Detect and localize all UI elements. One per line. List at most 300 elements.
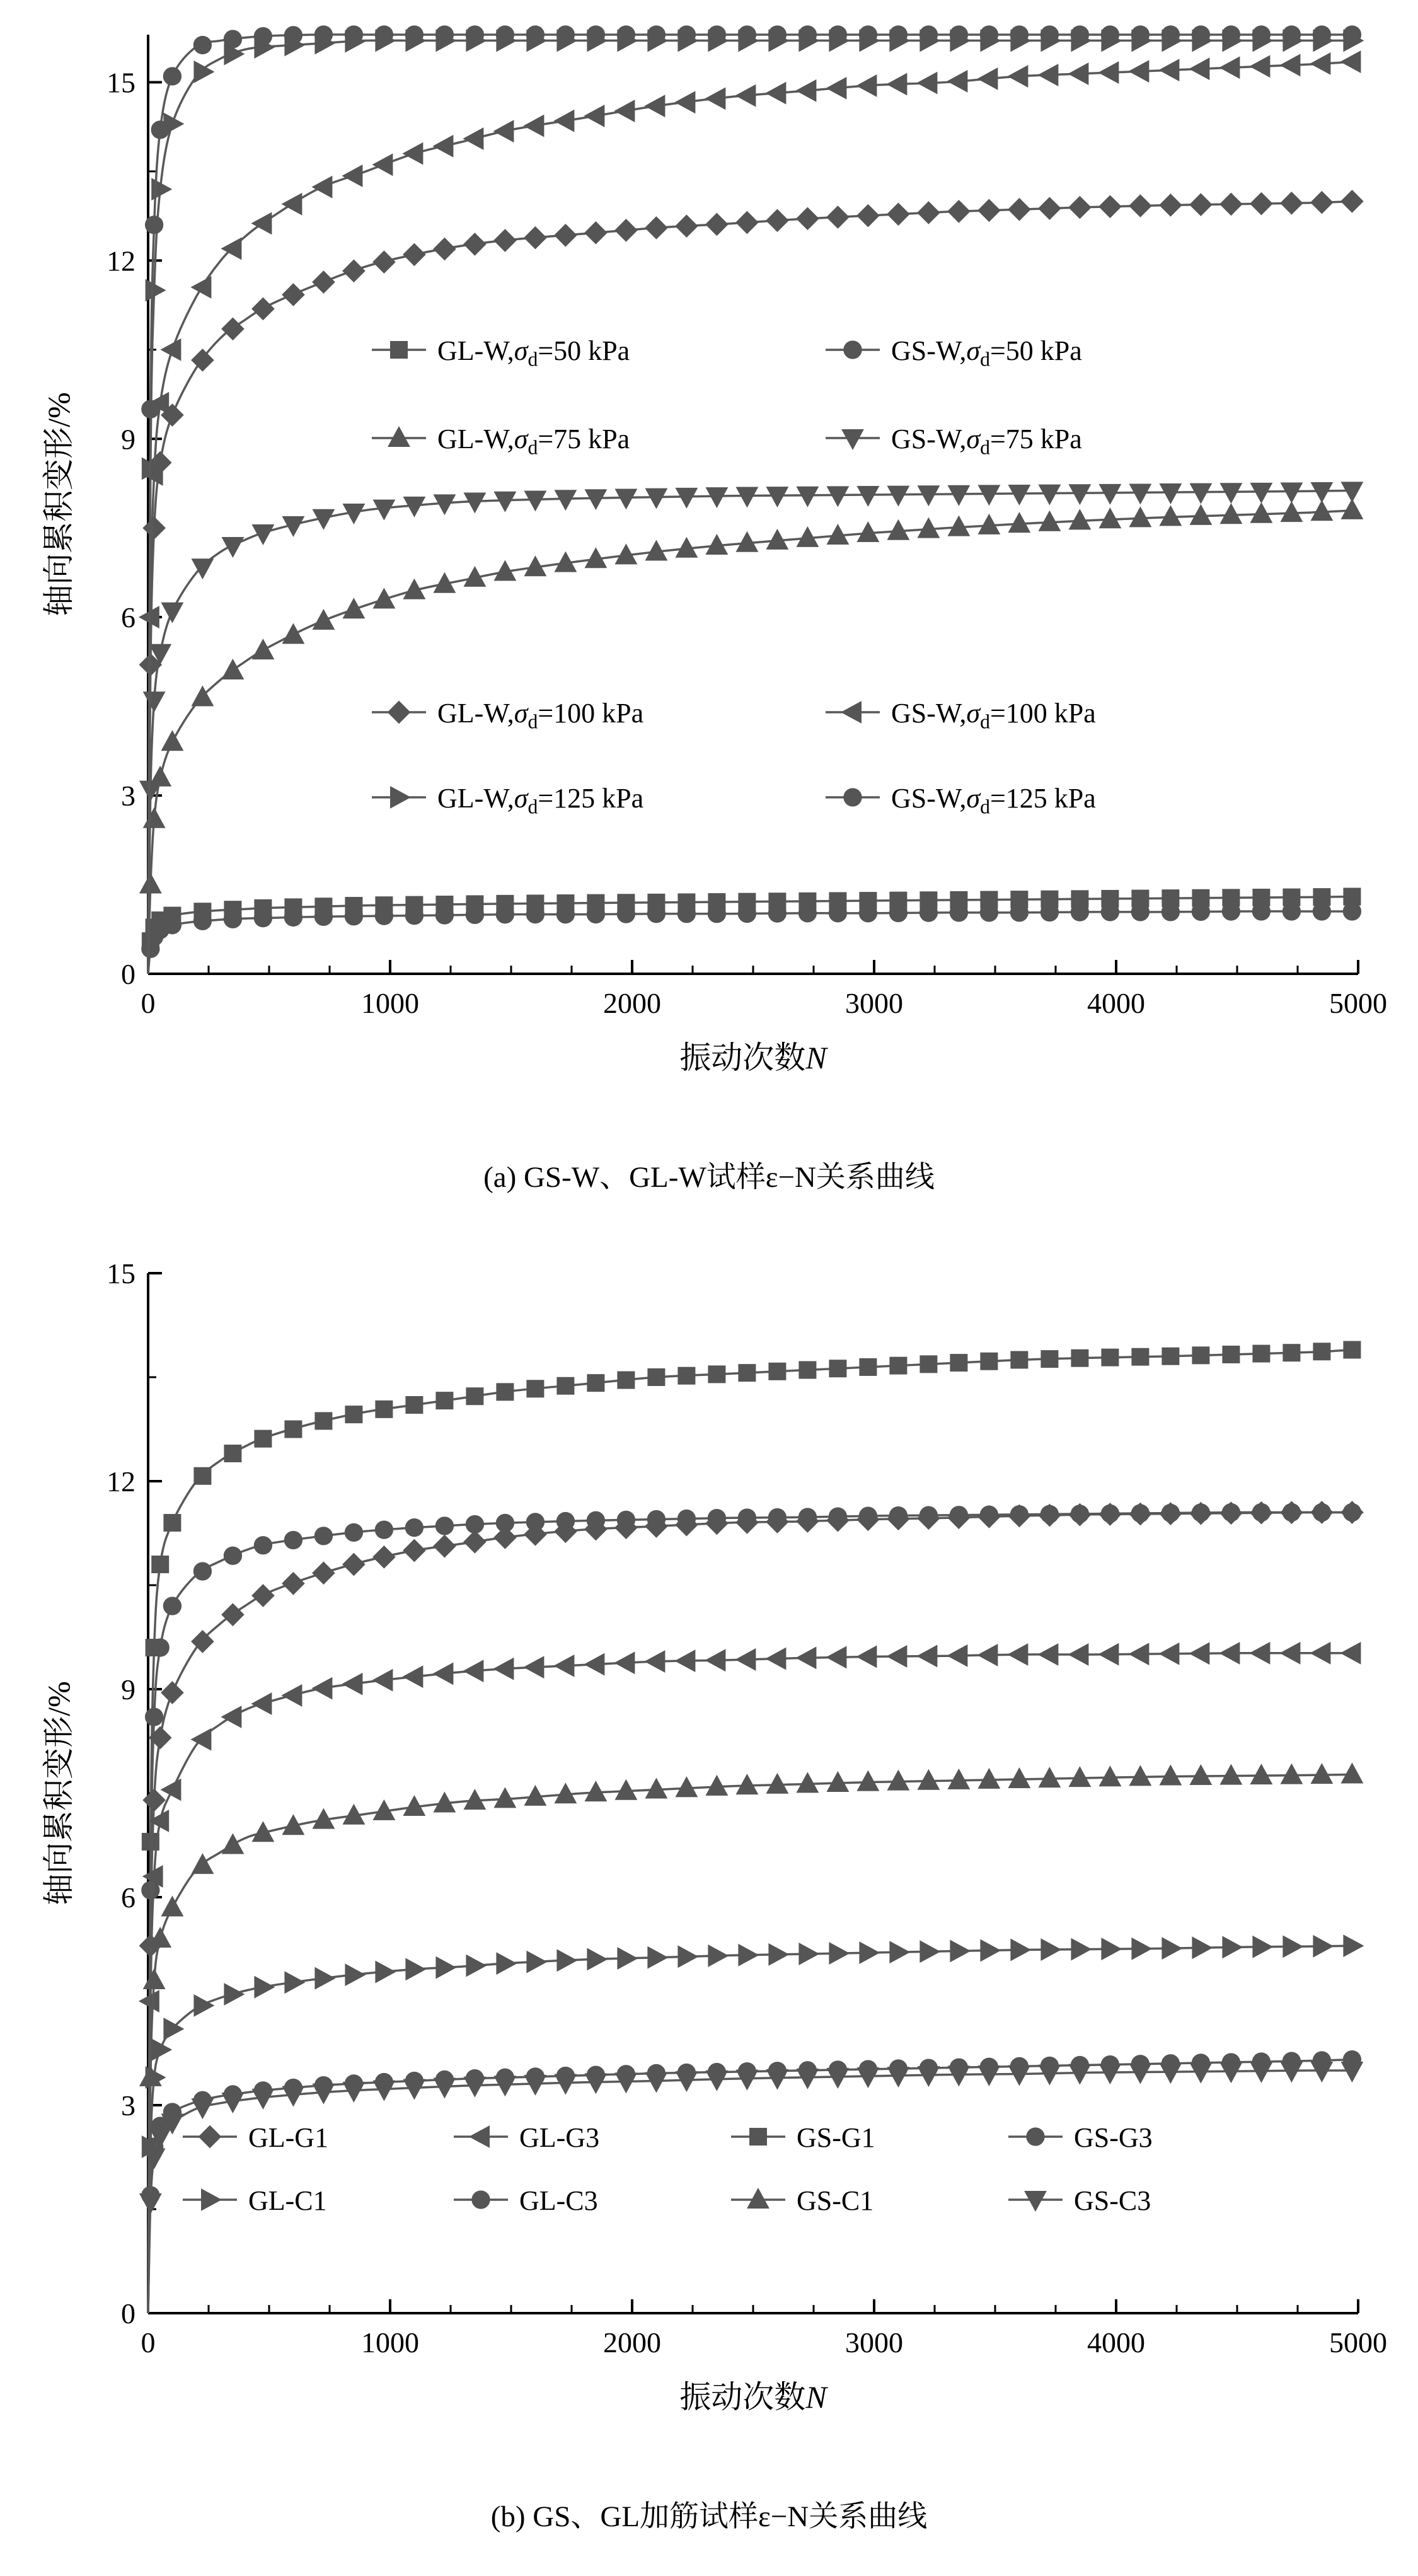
data-marker (827, 207, 849, 228)
data-marker (164, 1515, 180, 1531)
data-marker (285, 26, 302, 43)
data-marker (918, 1646, 937, 1666)
data-marker (345, 1406, 362, 1423)
plot-b (0, 1235, 1418, 2471)
data-marker (1251, 56, 1270, 77)
data-marker (1281, 1765, 1301, 1784)
data-marker (1102, 1349, 1118, 1366)
data-marker (144, 517, 165, 539)
data-marker (948, 1646, 967, 1666)
data-marker (1221, 483, 1242, 502)
data-marker (979, 1645, 998, 1666)
data-marker (1100, 2064, 1121, 2083)
data-marker (404, 244, 425, 265)
data-marker (406, 26, 423, 43)
data-marker (587, 906, 604, 923)
data-marker (1011, 904, 1028, 921)
data-marker (1009, 1644, 1028, 1665)
data-marker (1223, 903, 1240, 920)
data-marker (1344, 1936, 1363, 1956)
data-marker (1190, 1643, 1209, 1664)
data-marker (1190, 1503, 1212, 1524)
data-marker (527, 26, 544, 43)
data-marker (767, 2070, 788, 2089)
data-marker (374, 154, 393, 175)
y-tick-label: 9 (121, 423, 135, 456)
data-marker (585, 490, 606, 509)
data-marker (1009, 485, 1030, 504)
data-marker (497, 1953, 516, 1974)
data-marker (708, 905, 725, 922)
data-marker (527, 906, 544, 923)
data-marker (769, 1944, 788, 1965)
data-marker (1160, 60, 1179, 81)
data-marker (1311, 54, 1330, 74)
data-marker (376, 1521, 393, 1538)
data-marker (678, 1946, 697, 1967)
data-marker (1160, 2064, 1181, 2082)
data-marker (646, 489, 667, 508)
data-marker (315, 26, 332, 43)
data-marker (1344, 1342, 1360, 1358)
data-marker (1221, 1765, 1242, 1784)
x-axis-title: 振动次数N (679, 2379, 827, 2415)
series (142, 30, 1363, 974)
data-marker (525, 227, 546, 248)
data-marker (285, 1421, 301, 1438)
data-marker (767, 1648, 786, 1669)
data-marker (1069, 1504, 1091, 1525)
data-marker (1130, 2064, 1151, 2083)
data-marker (678, 905, 695, 922)
data-marker (1041, 1351, 1058, 1367)
data-marker (829, 904, 846, 921)
x-tick-label: 5000 (1329, 2326, 1387, 2359)
series-group (140, 1342, 1363, 2313)
data-marker (890, 904, 907, 921)
data-marker (1009, 1505, 1030, 1527)
data-marker (979, 69, 998, 90)
data-marker (525, 115, 544, 136)
data-marker (1071, 1939, 1090, 1960)
data-marker (648, 1947, 667, 1968)
data-marker (948, 2066, 969, 2085)
data-marker (739, 905, 756, 922)
x-tick-label: 1000 (361, 987, 419, 1019)
data-marker (436, 1517, 453, 1534)
legend-label: $GS-W,\sigma_d=100$ kPa (891, 698, 1096, 733)
data-marker (1192, 1938, 1211, 1958)
data-marker (222, 538, 243, 557)
data-marker (434, 1535, 456, 1557)
data-marker (1130, 1503, 1151, 1525)
data-marker (858, 1646, 877, 1667)
data-marker (1342, 2062, 1363, 2081)
data-marker (1281, 55, 1300, 76)
data-marker (472, 2191, 489, 2208)
x-tick-label: 0 (141, 987, 156, 1019)
data-marker (860, 1943, 879, 1963)
data-marker (224, 1547, 241, 1564)
legend-label: $GL-W,\sigma_d=75$ kPa (437, 424, 630, 459)
data-marker (374, 251, 395, 273)
data-marker (678, 26, 695, 43)
data-marker (888, 74, 907, 95)
data-marker (1069, 1644, 1088, 1665)
data-marker (404, 1666, 423, 1687)
data-marker (388, 702, 410, 723)
data-marker (162, 731, 183, 750)
data-marker (1342, 482, 1363, 501)
data-marker (646, 96, 665, 117)
data-marker (797, 487, 818, 506)
data-marker (466, 906, 483, 923)
legend-label: GL-C1 (248, 2185, 327, 2216)
data-marker (495, 230, 516, 251)
data-marker (406, 1397, 422, 1413)
data-marker (162, 1682, 183, 1704)
legend-label: GL-G3 (519, 2122, 600, 2153)
data-marker (1221, 2063, 1242, 2082)
data-marker (222, 318, 244, 340)
data-marker (797, 208, 819, 229)
data-marker (1102, 903, 1119, 920)
data-marker (141, 2194, 161, 2213)
data-marker (767, 210, 788, 231)
data-marker (1100, 1504, 1121, 1525)
data-marker (1071, 1350, 1088, 1366)
data-marker (920, 904, 937, 921)
x-tick-label: 3000 (845, 2326, 903, 2359)
data-marker (253, 1585, 274, 1607)
data-marker (1313, 903, 1330, 920)
data-marker (1102, 1939, 1121, 1960)
data-marker (255, 910, 272, 927)
data-marker (1011, 1939, 1030, 1960)
data-marker (146, 216, 163, 233)
data-marker (345, 1965, 364, 1985)
data-marker (1069, 197, 1091, 218)
legend-label: GS-C1 (797, 2185, 874, 2216)
legend-label: GS-G1 (797, 2122, 875, 2153)
legend-label: GS-G3 (1074, 2122, 1153, 2153)
data-marker (616, 220, 637, 241)
data-marker (525, 1657, 544, 1678)
data-marker (464, 234, 486, 255)
data-marker (466, 1955, 485, 1976)
data-marker (1160, 1644, 1179, 1665)
data-marker (376, 1401, 392, 1418)
data-marker (1130, 61, 1149, 82)
series-line (148, 1349, 1358, 2313)
series-line (148, 2071, 1358, 2313)
data-marker (829, 26, 846, 43)
data-marker (164, 1597, 181, 1614)
data-marker (616, 489, 637, 508)
data-marker (224, 30, 241, 47)
data-marker (1132, 26, 1149, 43)
data-marker (497, 906, 514, 923)
data-marker (860, 1359, 876, 1375)
data-marker (555, 1656, 574, 1677)
data-marker (313, 610, 334, 629)
data-marker (1281, 2062, 1301, 2081)
data-marker (497, 26, 514, 43)
data-marker (1192, 1347, 1209, 1363)
data-marker (555, 490, 576, 509)
data-marker (829, 1943, 848, 1964)
data-marker (918, 202, 940, 224)
data-marker (142, 400, 159, 417)
y-axis-title: 轴向累积变形/% (41, 392, 76, 616)
data-marker (194, 37, 211, 54)
data-marker (1342, 191, 1363, 212)
data-marker (1190, 1765, 1211, 1784)
data-marker (1281, 1502, 1303, 1523)
data-marker (222, 1835, 243, 1854)
data-marker (466, 26, 483, 43)
data-marker (648, 905, 665, 922)
data-marker (1190, 194, 1212, 216)
data-marker (1221, 1643, 1240, 1664)
data-marker (224, 1984, 243, 2005)
data-marker (1069, 64, 1088, 84)
data-marker (527, 1951, 546, 1972)
data-marker (587, 26, 604, 43)
data-marker (799, 904, 816, 921)
data-marker (1253, 903, 1270, 920)
y-axis-title: 轴向累积变形/% (41, 1681, 76, 1905)
data-marker (1253, 26, 1270, 43)
series-group (140, 26, 1363, 974)
data-marker (391, 787, 410, 808)
data-marker (1251, 1502, 1272, 1523)
data-marker (374, 1670, 393, 1690)
data-marker (374, 589, 395, 608)
data-marker (1311, 1643, 1330, 1664)
data-marker (345, 908, 362, 925)
data-marker (436, 1957, 455, 1978)
data-marker (470, 2127, 489, 2147)
data-marker (1071, 26, 1088, 43)
data-marker (224, 911, 241, 928)
data-marker (1221, 193, 1242, 215)
data-marker (618, 1372, 634, 1389)
data-marker (1223, 26, 1240, 43)
data-marker (1102, 26, 1119, 43)
data-marker (152, 121, 169, 138)
legend (183, 2122, 1153, 2216)
data-marker (979, 2066, 1000, 2085)
data-marker (222, 1707, 241, 1728)
data-marker (283, 1573, 304, 1594)
data-marker (162, 1897, 183, 1916)
data-marker (406, 1959, 425, 1980)
data-marker (948, 71, 967, 92)
data-marker (1251, 1643, 1270, 1664)
data-marker (950, 26, 967, 43)
x-tick-label: 5000 (1329, 987, 1387, 1019)
data-marker (676, 216, 698, 237)
data-marker (1221, 57, 1240, 78)
data-marker (860, 904, 877, 921)
y-tick-label: 6 (121, 601, 135, 634)
series (141, 1764, 1363, 2313)
data-marker (827, 487, 848, 505)
series (142, 903, 1361, 974)
data-marker (1162, 26, 1179, 43)
data-marker (224, 1445, 241, 1462)
data-marker (769, 26, 786, 43)
data-marker (1313, 1936, 1332, 1957)
data-marker (345, 1524, 362, 1541)
y-tick-label: 12 (107, 245, 135, 277)
data-marker (676, 92, 695, 113)
data-marker (253, 640, 274, 659)
data-marker (1344, 903, 1361, 920)
x-tick-label: 2000 (603, 2326, 661, 2359)
data-marker (192, 349, 214, 371)
data-marker (979, 1506, 1000, 1527)
data-marker (146, 1708, 163, 1725)
data-marker (194, 1468, 210, 1484)
data-marker (1192, 903, 1209, 920)
data-marker (858, 487, 879, 505)
data-marker (164, 67, 181, 84)
data-marker (495, 1527, 516, 1548)
data-marker (1039, 198, 1061, 219)
data-marker (1039, 485, 1060, 504)
data-marker (389, 427, 410, 446)
data-marker (406, 1519, 423, 1536)
data-marker (1311, 483, 1332, 502)
x-tick-label: 4000 (1087, 2326, 1145, 2359)
data-marker (920, 1356, 937, 1372)
data-marker (920, 1941, 939, 1962)
data-marker (1190, 484, 1211, 503)
data-marker (918, 2067, 939, 2086)
data-marker (313, 1678, 332, 1699)
data-marker (255, 1431, 271, 1447)
data-marker (888, 487, 909, 505)
data-marker (585, 106, 604, 127)
data-marker (1342, 500, 1363, 519)
data-marker (464, 1661, 483, 1682)
data-marker (1132, 1349, 1148, 1365)
data-marker (285, 909, 302, 926)
data-marker (948, 486, 969, 505)
data-marker (255, 28, 272, 45)
data-marker (1313, 26, 1330, 43)
caption-a (0, 1153, 1418, 1196)
data-marker (950, 904, 967, 921)
data-marker (253, 298, 274, 320)
data-marker (557, 906, 574, 923)
data-marker (585, 222, 607, 243)
x-tick-label: 2000 (603, 987, 661, 1019)
data-marker (1027, 2128, 1044, 2145)
y-tick-label: 3 (121, 780, 135, 812)
data-marker (495, 1658, 514, 1679)
data-marker (1162, 1348, 1179, 1365)
data-marker (162, 603, 183, 622)
data-marker (737, 488, 758, 507)
data-marker (1192, 26, 1209, 43)
data-marker (737, 85, 756, 106)
data-marker (1100, 62, 1119, 83)
data-marker (1251, 1765, 1272, 1784)
data-marker (464, 129, 483, 149)
data-marker (587, 1375, 604, 1391)
y-tick-label: 12 (107, 1465, 135, 1498)
data-marker (585, 1654, 604, 1675)
data-marker (827, 1647, 846, 1668)
data-marker (618, 26, 635, 43)
data-marker (843, 430, 863, 449)
legend-label: GL-G1 (248, 2122, 329, 2153)
data-marker (739, 1365, 755, 1381)
data-marker (676, 1651, 695, 1672)
data-marker (799, 26, 816, 43)
data-marker (1342, 52, 1361, 72)
data-marker (1160, 195, 1182, 216)
data-marker (194, 913, 211, 930)
data-marker (495, 121, 514, 142)
data-marker (1041, 26, 1058, 43)
data-marker (648, 26, 665, 43)
data-marker (285, 1532, 302, 1549)
data-marker (464, 1531, 486, 1552)
y-tick-label: 9 (121, 1673, 135, 1706)
data-marker (144, 1789, 165, 1811)
data-marker (948, 200, 970, 222)
data-marker (799, 1362, 816, 1378)
data-marker (708, 1366, 725, 1382)
data-marker (343, 260, 365, 282)
data-marker (842, 702, 861, 723)
data-marker (1283, 1344, 1300, 1361)
data-marker (616, 101, 635, 122)
data-marker (434, 1663, 453, 1684)
data-marker (1160, 1766, 1181, 1785)
y-tick-label: 0 (121, 2297, 135, 2330)
data-marker (199, 2126, 221, 2147)
data-marker (343, 1554, 365, 1575)
data-marker (750, 2128, 766, 2145)
data-marker (1251, 193, 1272, 214)
data-marker (313, 1562, 335, 1584)
legend-label: $GL-W,\sigma_d=50$ kPa (437, 335, 630, 371)
data-marker (283, 284, 304, 306)
series-line (148, 1512, 1358, 2313)
data-marker (799, 1944, 818, 1965)
caption-b-text: (b) GS、GL加筋试样ε−N关系曲线 (490, 2500, 928, 2533)
data-marker (1009, 2066, 1030, 2085)
data-marker (1130, 1644, 1149, 1665)
figure-b (0, 1235, 1418, 2572)
data-marker (827, 78, 846, 98)
data-marker (706, 88, 725, 109)
caption-b (0, 2493, 1418, 2535)
y-tick-label: 0 (121, 958, 135, 990)
data-marker (890, 26, 907, 43)
data-marker (890, 1358, 906, 1374)
data-marker (618, 905, 635, 922)
data-marker (1223, 1346, 1239, 1363)
data-marker (981, 1353, 997, 1370)
data-marker (141, 874, 161, 893)
data-marker (888, 204, 909, 225)
